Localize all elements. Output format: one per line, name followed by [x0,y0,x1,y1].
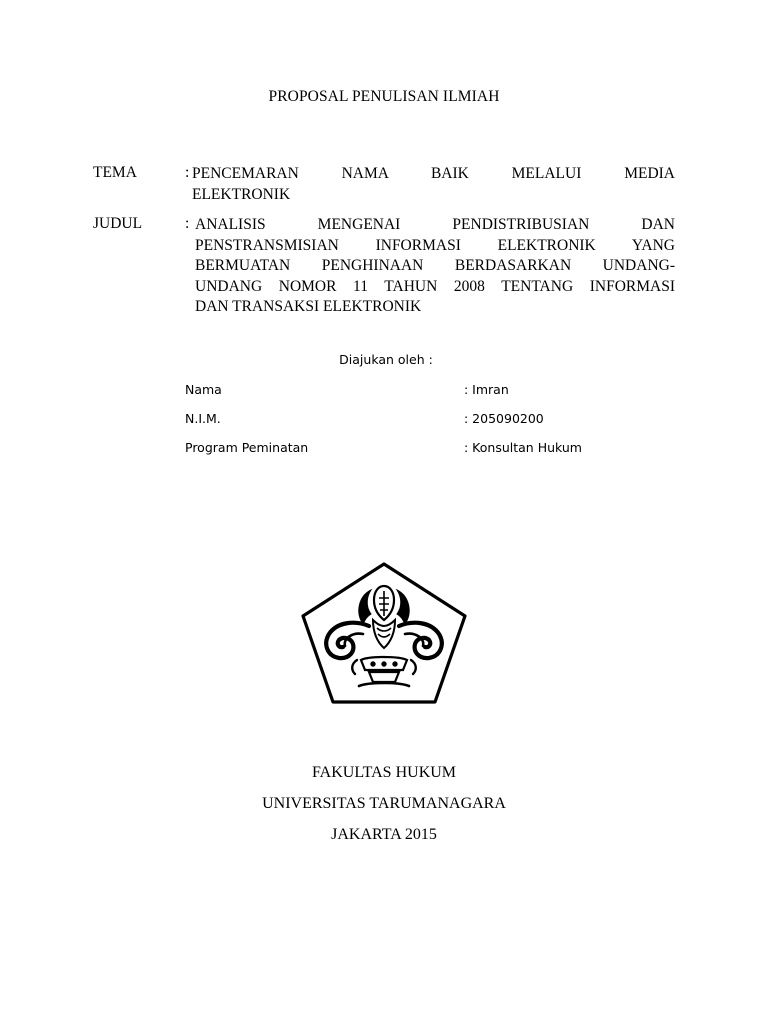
info-key: N.I.M. [185,411,221,426]
info-row-nim [185,411,665,429]
info-value: : Imran [464,382,509,397]
info-row-name [185,382,665,400]
judul-line: DAN TRANSAKSI ELEKTRONIK [195,298,422,315]
judul-line: ANALISIS MENGENAI PENDISTRIBUSIAN DAN [195,216,675,233]
info-value: : Konsultan Hukum [464,440,582,455]
judul-line: UNDANG NOMOR 11 TAHUN 2008 TENTANG INFORMASI [195,277,675,295]
document-title: PROPOSAL PENULISAN ILMIAH [268,88,500,105]
submitted-by-text: Diajukan oleh : [339,352,433,367]
university-name: UNIVERSITAS TARUMANAGARA [262,795,506,812]
tema-line: PENCEMARAN NAMA BAIK MELALUI MEDIA [192,165,675,182]
judul-line: PENSTRANSMISIAN INFORMASI ELEKTRONIK YANG [195,236,675,254]
submitted-by-heading [0,352,768,367]
judul-text [195,215,675,318]
judul-label: JUDUL [93,215,143,232]
info-key: Program Peminatan [185,440,309,455]
judul-colon: : [185,215,190,232]
info-value: : 205090200 [464,411,544,426]
tema-label: TEMA [93,164,137,181]
info-key: Nama [185,382,222,397]
tema-colon: : [185,164,190,181]
tema-text [192,164,675,205]
judul-line: BERMUATAN PENGHINAAN BERDASARKAN UNDANG- [195,257,675,274]
university-emblem-icon [299,560,469,708]
faculty-name: FAKULTAS HUKUM [311,764,457,781]
info-row-program [185,440,665,458]
city-year: JAKARTA 2015 [331,826,437,843]
tema-line: ELEKTRONIK [192,185,291,203]
